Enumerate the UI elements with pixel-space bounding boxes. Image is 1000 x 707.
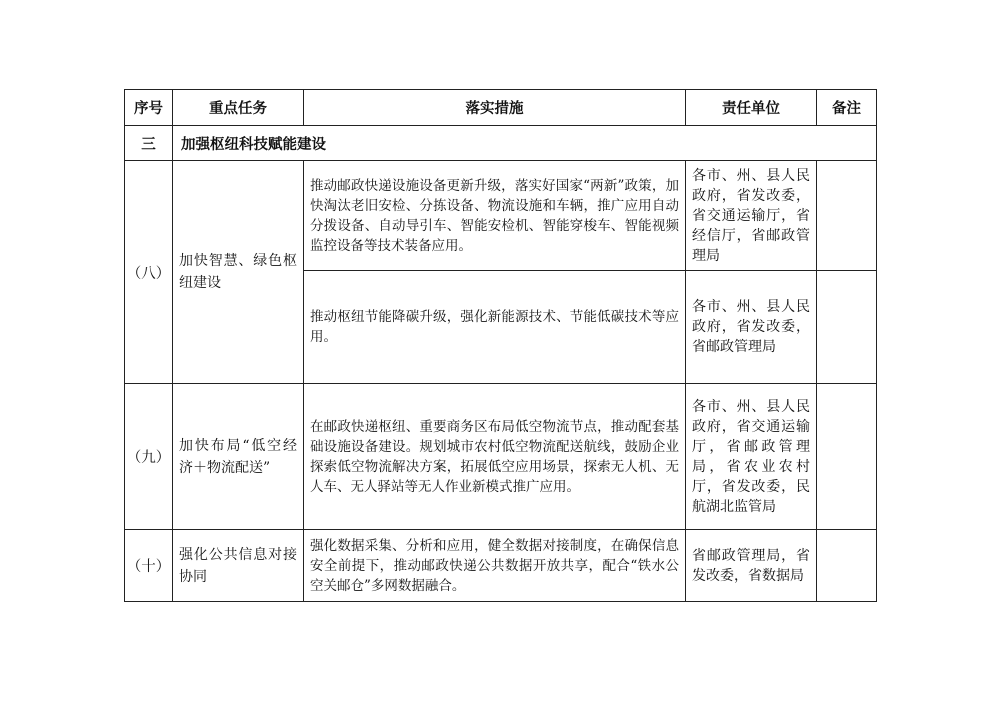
header-row xyxy=(125,90,877,126)
row-measure-text: 强化数据采集、分析和应用，健全数据对接制度，在确保信息安全前提下，推动邮政快递公共数据开放共享，配合“铁水公空关邮仓”多网数据融合。 xyxy=(310,537,679,594)
header-no: 序号 xyxy=(125,90,173,126)
table-row xyxy=(125,161,877,271)
header-measure: 落实措施 xyxy=(304,90,686,126)
header-task: 重点任务 xyxy=(173,90,304,126)
section-row xyxy=(125,126,877,161)
row-number: （八） xyxy=(125,161,173,384)
row-measure-text: 在邮政快递枢纽、重要商务区布局低空物流节点，推动配套基础设施设备建设。规划城市农村低空物流配送航线，鼓励企业探索低空物流解决方案，拓展低空应用场景，探索无人机、无人车、无人驿站等无人作业新模式推广应用。 xyxy=(310,418,679,495)
row-measure xyxy=(304,530,686,602)
row-unit-text: 各市、州、县人民政府，省交通运输厅，省邮政管理局，省农业农村厅，省发改委，民航湖北监管局 xyxy=(692,398,810,515)
row-unit-text: 各市、州、县人民政府，省发改委，省邮政管理局 xyxy=(692,299,810,355)
row-task xyxy=(173,530,304,602)
row-task-text: 强化公共信息对接协同 xyxy=(179,546,297,585)
header-unit: 责任单位 xyxy=(686,90,817,126)
row-task-text: 加快布局“低空经济＋物流配送” xyxy=(179,437,297,476)
row-task xyxy=(173,384,304,530)
row-remark xyxy=(817,271,877,384)
row-unit xyxy=(686,530,817,602)
section-title: 加强枢纽科技赋能建设 xyxy=(173,126,877,161)
row-measure xyxy=(304,271,686,384)
row-unit-text: 各市、州、县人民政府，省发改委，省交通运输厅，省经信厅，省邮政管理局 xyxy=(692,167,810,264)
row-number: （十） xyxy=(125,530,173,602)
row-measure-text: 推动枢纽节能降碳升级，强化新能源技术、节能低碳技术等应用。 xyxy=(310,309,679,345)
row-unit xyxy=(686,161,817,271)
row-measure xyxy=(304,384,686,530)
row-remark xyxy=(817,530,877,602)
row-number: （九） xyxy=(125,384,173,530)
row-measure xyxy=(304,161,686,271)
task-table xyxy=(124,89,877,602)
row-task xyxy=(173,161,304,384)
row-remark xyxy=(817,384,877,530)
table-row xyxy=(125,384,877,530)
row-remark xyxy=(817,161,877,271)
section-number: 三 xyxy=(125,126,173,161)
row-task-text: 加快智慧、绿色枢纽建设 xyxy=(179,253,297,291)
header-remark: 备注 xyxy=(817,90,877,126)
row-unit xyxy=(686,384,817,530)
table-row xyxy=(125,530,877,602)
row-measure-text: 推动邮政快递设施设备更新升级，落实好国家“两新”政策，加快淘汰老旧安检、分拣设备、物流设施和车辆，推广应用自动分拨设备、自动导引车、智能安检机、智能穿梭车、智能视频监控设备等技术装备应用。 xyxy=(310,177,679,254)
row-unit-text: 省邮政管理局，省发改委，省数据局 xyxy=(692,547,810,584)
row-unit xyxy=(686,271,817,384)
